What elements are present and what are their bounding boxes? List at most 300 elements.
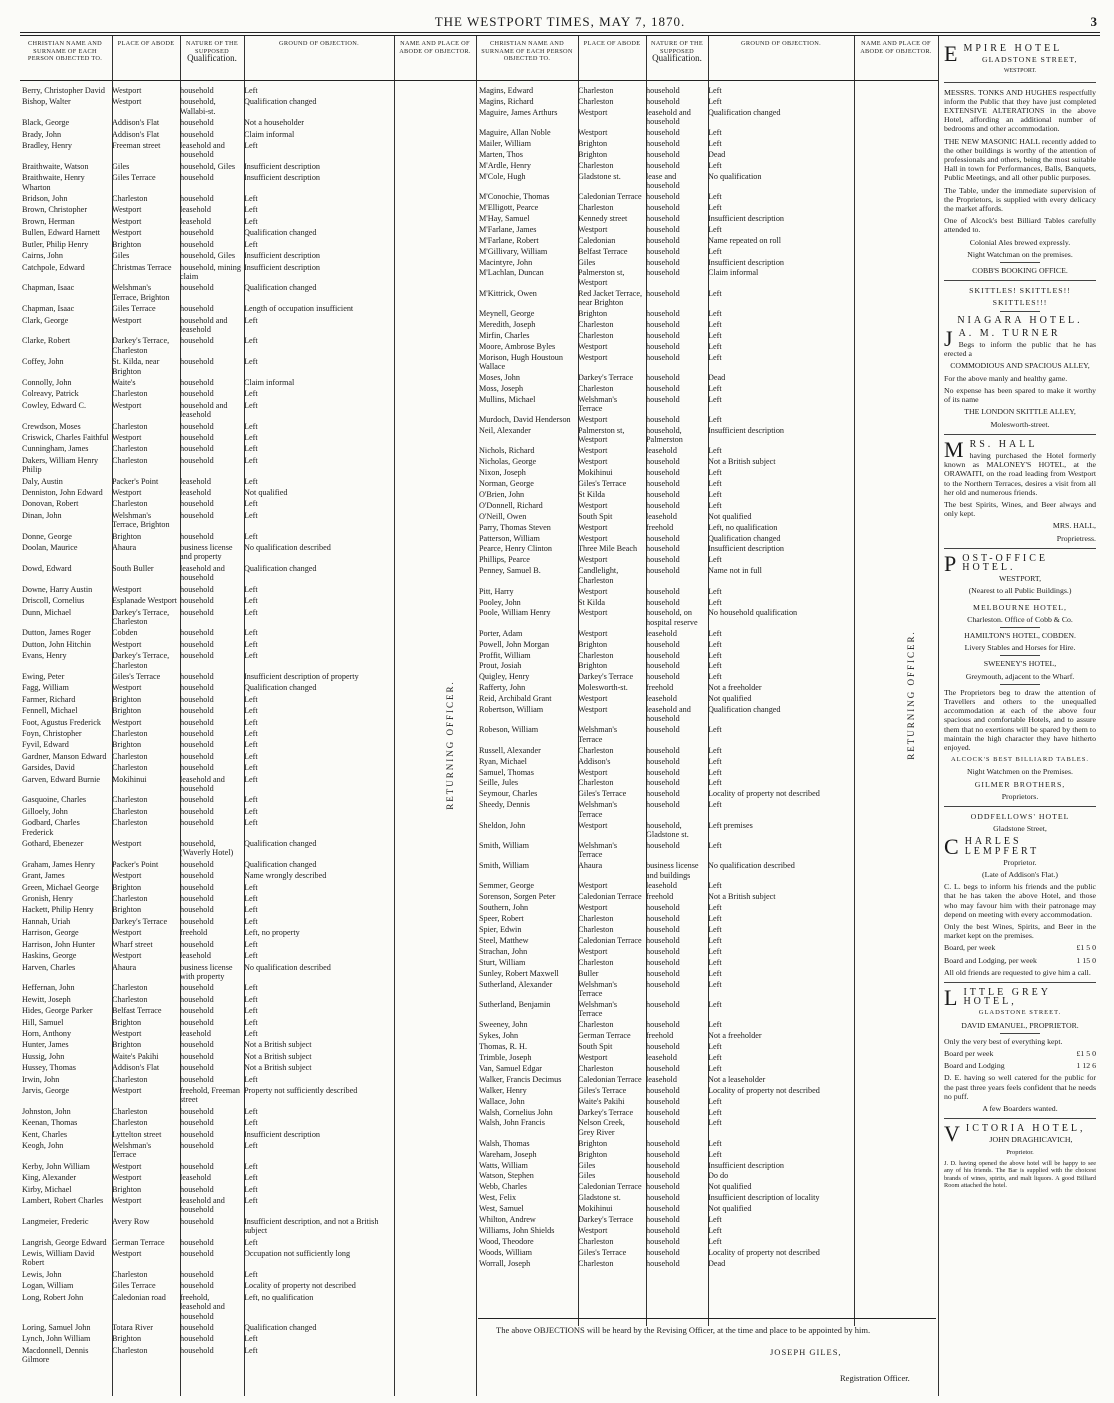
- person-name-cell: Sheedy, Dennis: [479, 800, 530, 810]
- ground-of-objection-cell: Left: [708, 319, 722, 329]
- place-of-abode-cell: Mokihinui: [578, 468, 613, 478]
- ground-of-objection-cell: Left: [244, 1006, 258, 1016]
- place-of-abode-cell: Westport: [578, 415, 608, 425]
- qualification-cell: leasehold: [646, 511, 677, 521]
- table-row: [20, 1107, 394, 1116]
- ground-of-objection-cell: Do do: [708, 1171, 729, 1181]
- place-of-abode-cell: Ahaura: [112, 543, 137, 553]
- ground-of-objection-cell: Left: [244, 1173, 258, 1183]
- qualification-cell: business license and buildings: [646, 861, 699, 880]
- ground-of-objection-cell: Left: [244, 499, 258, 509]
- ground-of-objection-cell: Left: [708, 597, 722, 607]
- ground-of-objection-cell: Left: [708, 192, 722, 202]
- ad-note: Livery Stables and Horses for Hire.: [964, 643, 1076, 653]
- qualification-cell: household: [180, 389, 214, 399]
- table-row: [20, 389, 394, 398]
- ground-of-objection-cell: Insufficient description: [708, 426, 785, 435]
- place-of-abode-cell: Charleston: [578, 330, 614, 340]
- table-row: [20, 775, 394, 794]
- person-name-cell: Sweeney, John: [479, 1020, 528, 1030]
- ad-street: Gladstone Street,: [993, 824, 1047, 834]
- table-row: [20, 1141, 394, 1160]
- table-row: [20, 401, 394, 420]
- person-name-cell: O'Neill, Owen: [479, 511, 527, 521]
- ad-title: SKITTLES!!!: [992, 298, 1048, 308]
- ground-of-objection-cell: Left: [708, 778, 722, 788]
- person-name-cell: Dutton, John Hitchin: [22, 639, 91, 649]
- ground-of-objection-cell: Left: [244, 894, 258, 904]
- ground-of-objection-cell: Left: [708, 628, 722, 638]
- table-row: [477, 342, 854, 351]
- ground-of-objection-cell: Left: [244, 983, 258, 993]
- qualification-cell: household: [646, 86, 680, 95]
- drop-cap: L: [944, 985, 961, 1011]
- person-name-cell: Semmer, George: [479, 881, 534, 891]
- place-of-abode-cell: Westport: [112, 315, 142, 325]
- divider: [944, 806, 1096, 807]
- place-of-abode-cell: Giles Terrace: [112, 304, 156, 314]
- qualification-cell: household, Gladstone st.: [646, 820, 689, 839]
- qualification-cell: household: [180, 1141, 214, 1150]
- place-of-abode-cell: Westport: [578, 608, 608, 618]
- table-row: [20, 304, 394, 313]
- price-value: 1 12 6: [1076, 1061, 1096, 1071]
- ground-of-objection-cell: Left: [244, 1106, 258, 1116]
- ground-of-objection-cell: Left: [708, 309, 722, 319]
- qualification-cell: household: [646, 1225, 680, 1235]
- table-row: [20, 543, 394, 562]
- place-of-abode-cell: Westport: [112, 228, 142, 238]
- table-row: [20, 194, 394, 203]
- qualification-cell: household: [646, 1215, 680, 1225]
- table-row: [20, 795, 394, 804]
- place-of-abode-cell: Molesworth-st.: [578, 683, 628, 693]
- table-row: [20, 251, 394, 260]
- qualification-cell: household: [646, 1193, 680, 1203]
- person-name-cell: Norman, George: [479, 479, 534, 489]
- person-name-cell: Maguire, James Arthurs: [479, 107, 558, 117]
- qualification-cell: household, Giles: [180, 161, 236, 171]
- qualification-cell: household: [180, 1216, 214, 1226]
- qualification-cell: household, on hospital reserve: [646, 608, 698, 627]
- qualification-cell: household: [180, 1184, 214, 1194]
- ground-of-objection-cell: Left: [708, 936, 722, 945]
- person-name-cell: Pitt, Harry: [479, 586, 514, 596]
- table-row: [20, 1063, 394, 1072]
- person-name-cell: Meredith, Joseph: [479, 319, 536, 329]
- qualification-cell: household: [646, 1063, 680, 1073]
- ground-of-objection-cell: Left: [708, 1052, 722, 1062]
- ground-of-objection-cell: Left: [244, 239, 258, 249]
- qualification-cell: household: [646, 1160, 680, 1170]
- ad-title: OST-OFFICE HOTEL.: [962, 552, 1049, 573]
- qualification-cell: household: [180, 628, 214, 638]
- drop-cap: M: [944, 436, 967, 462]
- table-row: [20, 1052, 394, 1061]
- qualification-cell: household: [180, 444, 214, 454]
- ground-of-objection-cell: Left: [244, 639, 258, 649]
- person-name-cell: M'Kittrick, Owen: [479, 288, 537, 298]
- ground-of-objection-cell: Qualification changed: [244, 283, 317, 293]
- ground-of-objection-cell: No household qualification: [708, 608, 798, 618]
- person-name-cell: Wareham, Joseph: [479, 1149, 537, 1159]
- table-row: [477, 1042, 854, 1051]
- ground-of-objection-cell: Left: [708, 957, 722, 967]
- table-row: [477, 629, 854, 638]
- table-row: [477, 523, 854, 532]
- qualification-cell: household: [646, 566, 680, 576]
- place-of-abode-cell: Brighton: [112, 905, 142, 915]
- table-row: [20, 141, 394, 160]
- ad-note: Charleston. Office of Cobb & Co.: [967, 614, 1073, 624]
- table-row: [20, 1217, 394, 1236]
- place-of-abode-cell: Esplanade Westport: [112, 596, 177, 606]
- place-of-abode-cell: Giles Terrace: [112, 1281, 156, 1291]
- person-name-cell: Wallace, John: [479, 1096, 525, 1106]
- ad-title: MELBOURNE HOTEL,: [973, 602, 1067, 612]
- place-of-abode-cell: Brighton: [112, 694, 142, 704]
- table-row: [477, 969, 854, 978]
- ground-of-objection-cell: Left: [244, 596, 258, 606]
- place-of-abode-cell: Darkey's Terrace: [578, 1215, 634, 1225]
- qualification-cell: household: [646, 1258, 680, 1268]
- table-row: [20, 860, 394, 869]
- place-of-abode-cell: Welshman's Terrace: [578, 725, 618, 744]
- table-row: [477, 789, 854, 798]
- table-row: [20, 894, 394, 903]
- table-row: [477, 490, 854, 499]
- person-name-cell: Robertson, William: [479, 705, 544, 715]
- ground-of-objection-cell: Left: [708, 489, 722, 499]
- place-of-abode-cell: Westport: [578, 946, 608, 956]
- qualification-cell: freehold: [646, 683, 674, 693]
- qualification-cell: leasehold: [180, 216, 211, 226]
- person-name-cell: Jarvis, George: [22, 1085, 70, 1095]
- qualification-cell: household: [180, 607, 214, 617]
- qualification-cell: household: [180, 239, 214, 249]
- table-row: [20, 1040, 394, 1049]
- qualification-cell: household: [646, 96, 680, 106]
- table-row: [477, 258, 854, 267]
- price-line: [944, 1049, 1096, 1058]
- qualification-cell: household: [180, 377, 214, 387]
- qualification-cell: household: [180, 751, 214, 761]
- table-row: [20, 871, 394, 880]
- ground-of-objection-cell: Left: [708, 352, 722, 362]
- ground-of-objection-cell: Left: [708, 1063, 722, 1073]
- person-name-cell: Doolan, Maurice: [22, 543, 78, 553]
- ground-of-objection-cell: Insufficient description, and not a British subject: [244, 1216, 379, 1236]
- ground-of-objection-cell: Left: [708, 1118, 722, 1128]
- ground-of-objection-cell: Left: [244, 531, 258, 541]
- place-of-abode-cell: Mokihinui: [112, 774, 147, 784]
- header-nature-top: NATURE OF THE SUPPOSED: [650, 40, 704, 55]
- place-of-abode-cell: Brighton: [578, 309, 608, 319]
- person-name-cell: Gilloely, John: [22, 806, 68, 816]
- table-row: [477, 1075, 854, 1084]
- qualification-cell: leasehold and household: [180, 1196, 225, 1215]
- qualification-cell: household: [180, 1334, 214, 1344]
- person-name-cell: Robeson, William: [479, 725, 539, 735]
- place-of-abode-cell: Giles's Terrace: [112, 671, 161, 681]
- place-of-abode-cell: Brighton: [112, 1040, 142, 1050]
- table-row: [477, 725, 854, 744]
- place-of-abode-cell: Brighton: [112, 1334, 142, 1344]
- qualification-cell: household: [646, 139, 680, 149]
- ground-of-objection-cell: Left: [708, 661, 722, 671]
- place-of-abode-cell: Brighton: [112, 239, 142, 249]
- qualification-cell: household: [180, 683, 214, 693]
- table-row: [477, 457, 854, 466]
- table-row: [477, 309, 854, 318]
- place-of-abode-cell: Westport: [112, 639, 142, 649]
- person-name-cell: Langrish, George Edward: [22, 1237, 107, 1247]
- qualification-cell: household, Wallabi-st.: [180, 97, 216, 116]
- ad-body: Only the best Wines, Spirits, and Beer in the market kept on the premises.: [944, 922, 1096, 941]
- ground-of-objection-cell: Left: [244, 1074, 258, 1084]
- table-row: [20, 1086, 394, 1105]
- qualification-cell: household: [180, 1161, 214, 1171]
- ground-of-objection-cell: Left premises: [708, 820, 753, 830]
- person-name-cell: Williams, John Shields: [479, 1225, 555, 1235]
- ground-of-objection-cell: Left: [244, 774, 258, 784]
- place-of-abode-cell: Westport: [578, 128, 608, 138]
- ad-owner: A. M. TURNER: [958, 327, 1061, 339]
- place-of-abode-cell: Westport: [112, 839, 142, 849]
- table-row: [20, 963, 394, 982]
- ad-body: J. D. having opened the above hotel will be happy to see any of his friends. The Bar is supplied with the choicest brands of wines, spirits, and malt liquors. A good Billiard Room attached the hotel.: [944, 1159, 1096, 1190]
- qualification-cell: household: [180, 1249, 214, 1259]
- table-row: [20, 228, 394, 237]
- qualification-cell: household: [180, 1345, 214, 1355]
- qualification-cell: leasehold: [646, 694, 677, 704]
- table-row: [477, 672, 854, 681]
- qualification-cell: household: [646, 288, 680, 298]
- place-of-abode-cell: Charleston: [578, 1236, 614, 1246]
- qualification-cell: household: [646, 149, 680, 159]
- place-of-abode-cell: Caledonian Terrace: [578, 1074, 642, 1084]
- price-line: [944, 956, 1096, 965]
- ad-title: HAMILTON'S HOTEL, COBDEN.: [964, 630, 1076, 640]
- person-name-cell: Garsides, David: [22, 763, 75, 773]
- place-of-abode-cell: Darkey's Terrace, Charleston: [112, 336, 170, 355]
- qualification-cell: household: [646, 936, 680, 945]
- table-row: [20, 511, 394, 530]
- ground-of-objection-cell: Left: [708, 86, 722, 95]
- qualification-cell: household: [646, 224, 680, 234]
- table-row: [477, 214, 854, 223]
- ad-role: Proprietor.: [1003, 857, 1037, 867]
- divider: [944, 434, 1096, 435]
- person-name-cell: Powell, John Morgan: [479, 639, 550, 649]
- price-label: Board and Lodging: [944, 1061, 1005, 1071]
- qualification-cell: household: [180, 304, 214, 314]
- place-of-abode-cell: Charleston: [112, 1074, 148, 1084]
- ground-of-objection-cell: Left: [708, 1042, 722, 1052]
- place-of-abode-cell: Charleston: [112, 818, 148, 828]
- person-name-cell: Sutherland, Benjamin: [479, 999, 551, 1009]
- place-of-abode-cell: Addison's: [578, 756, 611, 766]
- ad-body: ALCOCK'S BEST BILLIARD TABLES.: [950, 756, 1090, 764]
- person-name-cell: Patterson, William: [479, 533, 540, 543]
- table-row: [20, 316, 394, 335]
- table-row: [20, 532, 394, 541]
- table-row: [477, 800, 854, 819]
- ground-of-objection-cell: Left: [244, 740, 258, 750]
- ad-street: GLADSTONE STREET,: [981, 55, 1078, 65]
- ground-of-objection-cell: Locality of property not described: [708, 1085, 820, 1095]
- place-of-abode-cell: Westport: [112, 1161, 142, 1171]
- qualification-cell: household: [646, 352, 680, 362]
- header-rule: [20, 80, 938, 81]
- ground-of-objection-cell: Left: [708, 650, 722, 660]
- person-name-cell: Samuel, Thomas: [479, 767, 534, 777]
- ground-of-objection-cell: Left: [708, 1096, 722, 1106]
- person-name-cell: Dinan, John: [22, 510, 62, 520]
- header-objector: NAME AND PLACE OF ABODE OF OBJECTOR.: [399, 40, 471, 55]
- ground-of-objection-cell: Left: [708, 1020, 722, 1030]
- ground-of-objection-cell: Qualification changed: [244, 1322, 317, 1332]
- place-of-abode-cell: Brighton: [112, 706, 142, 716]
- ground-of-objection-cell: Not qualified: [244, 488, 288, 498]
- place-of-abode-cell: Westport: [578, 341, 608, 351]
- place-of-abode-cell: Totara River: [112, 1322, 154, 1332]
- qualification-cell: household: [180, 510, 214, 520]
- ground-of-objection-cell: Dead: [708, 372, 726, 382]
- place-of-abode-cell: Palmerston st, Westport: [578, 426, 625, 445]
- ground-of-objection-cell: Left: [244, 694, 258, 704]
- price-label: Board per week: [944, 1049, 994, 1059]
- table-row: [20, 456, 394, 475]
- ad-body: Night Watchmen on the Premises.: [967, 767, 1073, 777]
- table-row: [477, 1118, 854, 1137]
- ad-body: One of Alcock's best Billiard Tables carefully attended to.: [944, 216, 1096, 235]
- person-name-cell: Magins, Edward: [479, 86, 534, 95]
- table-row: [477, 757, 854, 766]
- ad-cobb: COBB'S BOOKING OFFICE.: [972, 266, 1068, 276]
- table-row: [477, 128, 854, 137]
- ground-of-objection-cell: Insufficient description: [244, 1129, 321, 1139]
- ground-of-objection-cell: Insufficient description: [244, 262, 321, 272]
- qualification-cell: household: [180, 1237, 214, 1247]
- qualification-cell: household: [180, 194, 214, 204]
- person-name-cell: Macdonnell, Dennis Gilmore: [22, 1345, 89, 1365]
- person-name-cell: Moore, Ambrose Byles: [479, 341, 556, 351]
- ground-of-objection-cell: Left: [244, 939, 258, 949]
- table-row: [477, 694, 854, 703]
- person-name-cell: Driscoll, Cornelius: [22, 596, 85, 606]
- place-of-abode-cell: Christmas Terrace: [112, 262, 172, 272]
- qualification-cell: household: [646, 479, 680, 489]
- table-row: [477, 746, 854, 755]
- footer-rule: [478, 1318, 936, 1319]
- ad-oddfellows-hotel: [944, 812, 1096, 977]
- table-row: [20, 585, 394, 594]
- person-name-cell: Kent, Charles: [22, 1129, 68, 1139]
- qualification-cell: leasehold and household: [646, 107, 691, 127]
- qualification-cell: household: [646, 309, 680, 319]
- qualification-cell: leasehold: [180, 1028, 211, 1038]
- place-of-abode-cell: Westport: [112, 86, 142, 95]
- place-of-abode-cell: Westport: [578, 903, 608, 913]
- ad-body: For the above manly and healthy game.: [944, 373, 1068, 383]
- place-of-abode-cell: Westport: [578, 457, 608, 467]
- place-of-abode-cell: Westport: [112, 717, 142, 727]
- ad-role: Proprietor.: [1006, 1148, 1034, 1156]
- table-row: [477, 150, 854, 159]
- table-row: [20, 1270, 394, 1279]
- qualification-cell: household: [646, 767, 680, 777]
- qualification-cell: business license and property: [180, 543, 233, 562]
- place-of-abode-cell: Charleston: [112, 1106, 148, 1116]
- ground-of-objection-cell: Left: [244, 444, 258, 454]
- ground-of-objection-cell: Locality of property not described: [244, 1281, 356, 1291]
- person-name-cell: King, Alexander: [22, 1173, 77, 1183]
- divider: [1000, 684, 1040, 685]
- table-row: [20, 695, 394, 704]
- ground-of-objection-cell: No qualification: [708, 171, 762, 181]
- ground-of-objection-cell: Qualification changed: [244, 839, 317, 849]
- qualification-cell: household, Palmerston: [646, 426, 683, 445]
- place-of-abode-cell: German Terrace: [112, 1237, 165, 1247]
- person-name-cell: Black, George: [22, 118, 70, 128]
- ad-empire-hotel: [944, 41, 1096, 276]
- person-name-cell: Meynell, George: [479, 309, 535, 319]
- place-of-abode-cell: Brighton: [578, 149, 608, 159]
- ad-title: NIAGARA HOTEL.: [957, 314, 1083, 326]
- person-name-cell: Trimble, Joseph: [479, 1052, 532, 1062]
- table-row: [477, 683, 854, 692]
- table-row: [20, 1162, 394, 1171]
- person-name-cell: Berry, Christopher David: [22, 86, 105, 95]
- table-row: [20, 173, 394, 192]
- table-row: [20, 706, 394, 715]
- ad-title: ICTORIA HOTEL,: [965, 1123, 1086, 1135]
- person-name-cell: Walker, Francis Decimus: [479, 1074, 562, 1084]
- person-name-cell: Braithwaite, Henry Wharton: [22, 173, 85, 192]
- table-row: [20, 283, 394, 302]
- person-name-cell: Brady, John: [22, 129, 62, 139]
- person-name-cell: Rafferty, John: [479, 683, 526, 693]
- place-of-abode-cell: Charleston: [112, 806, 148, 816]
- table-row: [477, 544, 854, 553]
- place-of-abode-cell: Giles's Terrace: [578, 1247, 627, 1257]
- place-of-abode-cell: Charleston: [578, 86, 614, 95]
- qualification-cell: household: [180, 283, 214, 293]
- price-label: Board, per week: [944, 943, 996, 953]
- drop-cap: P: [944, 550, 960, 576]
- person-name-cell: Thomas, R. H.: [479, 1042, 527, 1052]
- qualification-cell: household: [646, 319, 680, 329]
- qualification-cell: household: [646, 745, 680, 755]
- person-name-cell: Hussey, Thomas: [22, 1063, 76, 1073]
- table-row: [20, 1018, 394, 1027]
- ground-of-objection-cell: Left: [708, 160, 722, 170]
- place-of-abode-cell: Charleston: [578, 160, 614, 170]
- place-of-abode-cell: Westport: [578, 881, 608, 891]
- person-name-cell: Denniston, John Edward: [22, 488, 103, 498]
- table-row: [20, 628, 394, 637]
- table-row: [477, 1193, 854, 1202]
- place-of-abode-cell: Darkey's Terrace: [578, 372, 634, 382]
- table-row: [20, 763, 394, 772]
- header-nature-top: NATURE OF THE SUPPOSED: [185, 40, 239, 55]
- ground-of-objection-cell: Left: [708, 999, 722, 1009]
- person-name-cell: Southern, John: [479, 903, 529, 913]
- header-ground: GROUND OF OBJECTION.: [279, 40, 359, 47]
- ground-of-objection-cell: Insufficient description: [708, 1160, 785, 1170]
- qualification-cell: household: [180, 795, 214, 805]
